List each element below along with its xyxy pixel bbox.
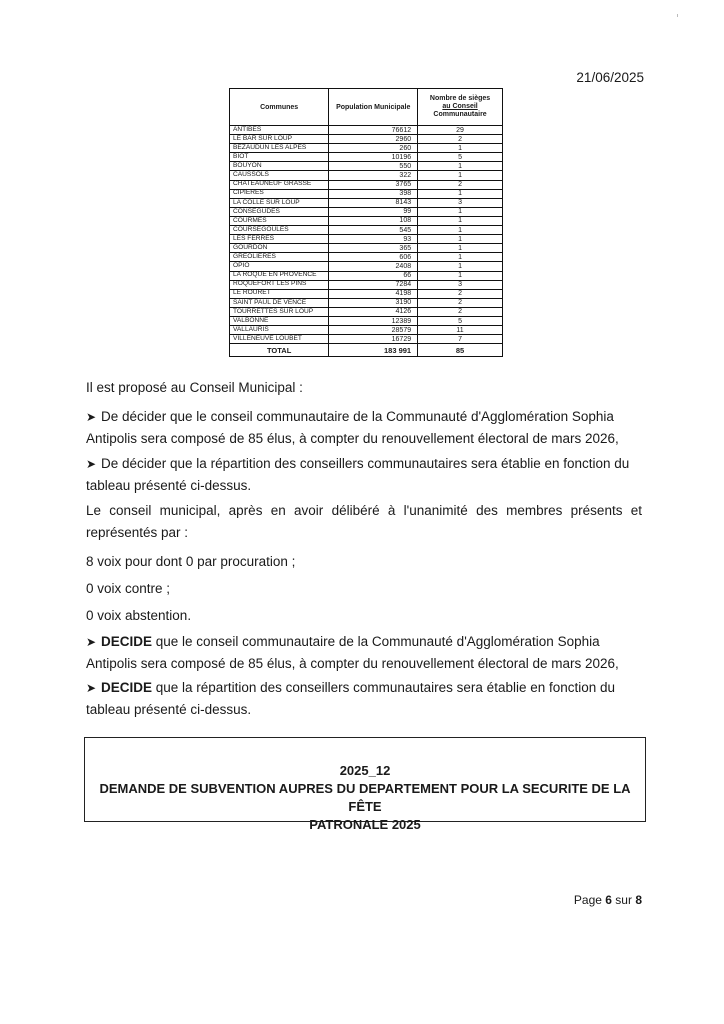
- seats-cell: 1: [418, 171, 503, 180]
- seats-cell: 1: [418, 189, 503, 198]
- commune-cell: VALLAURIS: [230, 326, 329, 335]
- seats-cell: 3: [418, 280, 503, 289]
- table-row: [230, 271, 503, 280]
- commune-cell: GREOLIERES: [230, 253, 329, 262]
- commune-cell: BEZAUDUN LES ALPES: [230, 144, 329, 153]
- table-row: [230, 162, 503, 171]
- seat-distribution-table-wrapper: [229, 88, 503, 357]
- seats-cell: 2: [418, 298, 503, 307]
- table-row: [230, 253, 503, 262]
- seats-cell: 29: [418, 126, 503, 135]
- arrow-bullet-icon: ➤: [86, 681, 97, 695]
- seats-cell: 1: [418, 271, 503, 280]
- header-seats-line3: Communautaire: [433, 111, 487, 119]
- seats-cell: 2: [418, 289, 503, 298]
- decision-2-text: que la répartition des conseillers communautaires sera établie en fonction du tableau présenté ci-dessus.: [86, 680, 616, 717]
- commune-cell: ROQUEFORT LES PINS: [230, 280, 329, 289]
- table-row: [230, 216, 503, 225]
- seats-cell: 1: [418, 253, 503, 262]
- page-total: 8: [635, 893, 642, 907]
- decision-2: [86, 677, 646, 721]
- decision-1-text: que le conseil communautaire de la Communauté d'Agglomération Sophia Antipolis sera composé de 85 élus, à compter du renouvellement électoral de mars 2026,: [86, 634, 619, 671]
- table-row: [230, 298, 503, 307]
- commune-cell: TOURRETTES SUR LOUP: [230, 307, 329, 316]
- header-seats-line2: au Conseil: [442, 102, 478, 110]
- population-cell: 4126: [329, 307, 418, 316]
- vote-for: 8 voix pour dont 0 par procuration ;: [86, 554, 296, 569]
- population-cell: 8143: [329, 198, 418, 207]
- table-row: [230, 289, 503, 298]
- table-row: [230, 135, 503, 144]
- population-cell: 2960: [329, 135, 418, 144]
- seats-cell: 5: [418, 153, 503, 162]
- population-cell: 28579: [329, 326, 418, 335]
- commune-cell: LE BAR SUR LOUP: [230, 135, 329, 144]
- table-row: [230, 126, 503, 135]
- header-seats: [418, 89, 503, 126]
- population-cell: 7284: [329, 280, 418, 289]
- scan-mark: [677, 14, 678, 17]
- population-cell: 10196: [329, 153, 418, 162]
- commune-cell: BIOT: [230, 153, 329, 162]
- commune-cell: LE ROURET: [230, 289, 329, 298]
- table-row: [230, 335, 503, 344]
- commune-cell: LES FERRES: [230, 235, 329, 244]
- table-row: [230, 180, 503, 189]
- commune-cell: SAINT PAUL DE VENCE: [230, 298, 329, 307]
- population-cell: 606: [329, 253, 418, 262]
- population-cell: 12389: [329, 316, 418, 325]
- arrow-bullet-icon: ➤: [86, 635, 97, 649]
- table-body: [230, 126, 503, 357]
- proposal-2-text: De décider que la répartition des conseillers communautaires sera établie en fonction du tableau présenté ci-dessus.: [86, 456, 630, 493]
- table-row: [230, 144, 503, 153]
- population-cell: 398: [329, 189, 418, 198]
- decision-1: [86, 631, 646, 675]
- proposal-2: [86, 453, 646, 497]
- seats-cell: 1: [418, 262, 503, 271]
- commune-cell: COURMES: [230, 216, 329, 225]
- total-seats: 85: [418, 344, 503, 357]
- table-row: [230, 244, 503, 253]
- page-number: 6: [605, 893, 612, 907]
- agenda-item-title-line1: DEMANDE DE SUBVENTION AUPRES DU DEPARTEMENT POUR LA SECURITE DE LA FÊTE: [99, 781, 631, 814]
- header-communes: Communes: [230, 89, 329, 126]
- document-date: 21/06/2025: [576, 70, 644, 85]
- table-row: [230, 235, 503, 244]
- commune-cell: LA ROQUE EN PROVENCE: [230, 271, 329, 280]
- decide-keyword: DECIDE: [101, 680, 153, 695]
- next-agenda-item-box: [84, 737, 646, 832]
- table-row: [230, 262, 503, 271]
- header-seats-line1: Nombre de sièges: [429, 94, 491, 102]
- commune-cell: BOUYON: [230, 162, 329, 171]
- agenda-item-title-line2: PATRONALE 2025: [309, 817, 421, 832]
- commune-cell: GOURDON: [230, 244, 329, 253]
- population-cell: 66: [329, 271, 418, 280]
- seat-distribution-table: [229, 88, 503, 357]
- population-cell: 2408: [329, 262, 418, 271]
- commune-cell: CAUSSOLS: [230, 171, 329, 180]
- header-population: Population Municipale: [329, 89, 418, 126]
- population-cell: 16729: [329, 335, 418, 344]
- population-cell: 550: [329, 162, 418, 171]
- commune-cell: CIPIERES: [230, 189, 329, 198]
- seats-cell: 2: [418, 307, 503, 316]
- population-cell: 545: [329, 226, 418, 235]
- page-word: Page: [573, 893, 602, 907]
- proposal-1-text: De décider que le conseil communautaire de la Communauté d'Agglomération Sophia Antipolis sera composé de 85 élus, à compter du renouvellement électoral de mars 2026,: [86, 409, 619, 446]
- arrow-bullet-icon: ➤: [86, 457, 97, 471]
- seats-cell: 1: [418, 235, 503, 244]
- seats-cell: 2: [418, 135, 503, 144]
- table-row: [230, 198, 503, 207]
- proposal-1: [86, 406, 646, 450]
- seats-cell: 1: [418, 207, 503, 216]
- seats-cell: 7: [418, 335, 503, 344]
- seats-cell: 1: [418, 162, 503, 171]
- commune-cell: CHATEAUNEUF GRASSE: [230, 180, 329, 189]
- seats-cell: 11: [418, 326, 503, 335]
- commune-cell: VILLENEUVE LOUBET: [230, 335, 329, 344]
- population-cell: 260: [329, 144, 418, 153]
- seats-cell: 5: [418, 316, 503, 325]
- population-cell: 322: [329, 171, 418, 180]
- commune-cell: LA COLLE SUR LOUP: [230, 198, 329, 207]
- population-cell: 108: [329, 216, 418, 225]
- table-row: [230, 226, 503, 235]
- deliberation-text: Le conseil municipal, après en avoir délibéré à l'unanimité des membres présents et représentés par :: [86, 503, 642, 540]
- population-cell: 4198: [329, 289, 418, 298]
- table-row: [230, 153, 503, 162]
- arrow-bullet-icon: ➤: [86, 410, 97, 424]
- table-row: [230, 326, 503, 335]
- seats-cell: 1: [418, 226, 503, 235]
- seats-cell: 2: [418, 180, 503, 189]
- table-row: [230, 316, 503, 325]
- table-row: [230, 207, 503, 216]
- seats-cell: 1: [418, 144, 503, 153]
- total-row: [230, 344, 503, 357]
- population-cell: 99: [329, 207, 418, 216]
- page-footer: [574, 893, 642, 907]
- vote-abstention: 0 voix abstention.: [86, 608, 192, 623]
- table-header-row: [230, 89, 503, 126]
- table-row: [230, 171, 503, 180]
- commune-cell: OPIO: [230, 262, 329, 271]
- vote-against: 0 voix contre ;: [86, 581, 171, 596]
- total-label: TOTAL: [230, 344, 329, 357]
- population-cell: 365: [329, 244, 418, 253]
- agenda-item-number: 2025_12: [339, 763, 391, 778]
- of-word: sur: [615, 893, 632, 907]
- population-cell: 93: [329, 235, 418, 244]
- commune-cell: COURSEGOULES: [230, 226, 329, 235]
- population-cell: 3765: [329, 180, 418, 189]
- total-population: 183 991: [329, 344, 418, 357]
- population-cell: 76612: [329, 126, 418, 135]
- commune-cell: VALBONNE: [230, 316, 329, 325]
- commune-cell: ANTIBES: [230, 126, 329, 135]
- population-cell: 3190: [329, 298, 418, 307]
- table-row: [230, 307, 503, 316]
- table-row: [230, 280, 503, 289]
- commune-cell: CONSEGUDES: [230, 207, 329, 216]
- intro-text: Il est proposé au Conseil Municipal :: [86, 380, 303, 395]
- seats-cell: 1: [418, 244, 503, 253]
- seats-cell: 3: [418, 198, 503, 207]
- seats-cell: 1: [418, 216, 503, 225]
- table-row: [230, 189, 503, 198]
- decide-keyword: DECIDE: [101, 634, 153, 649]
